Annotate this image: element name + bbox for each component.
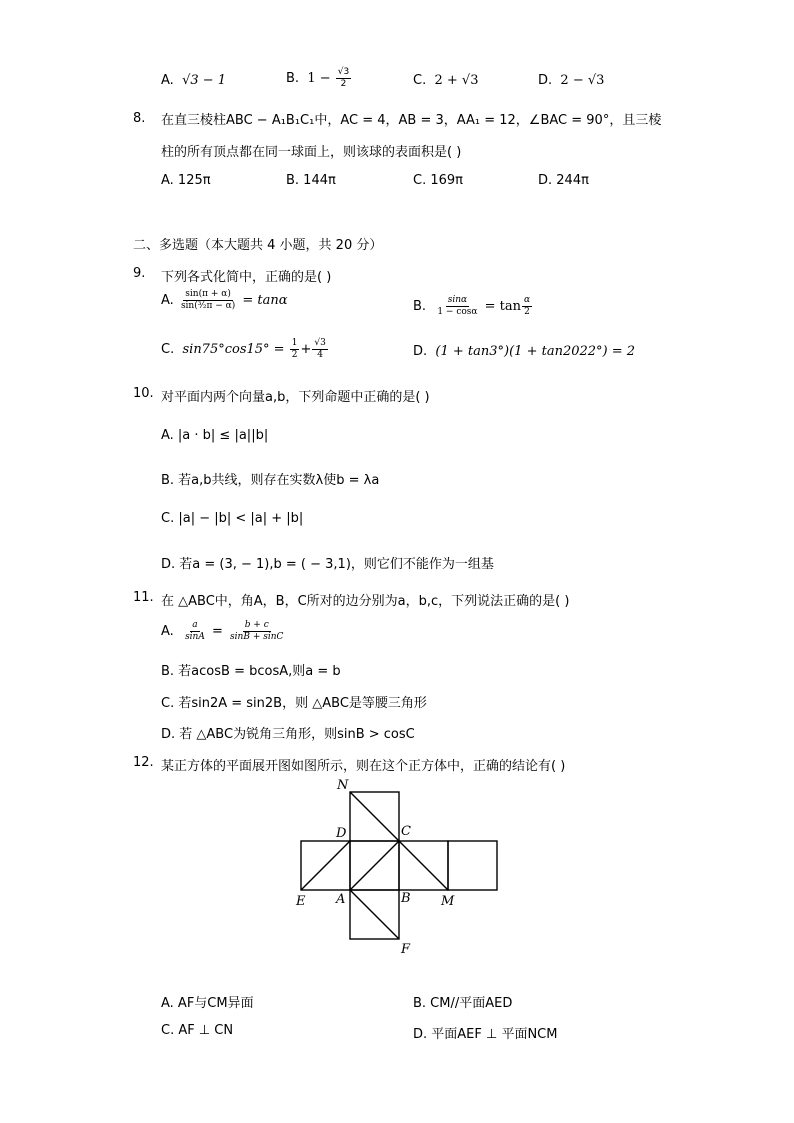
q11-option-d: D. 若 △ABC为锐角三角形，则sinB > cosC [161, 727, 415, 742]
q10-number: 10. [133, 386, 154, 401]
q9-number: 9. [133, 266, 146, 281]
q10-stem: 对平面内两个向量a,b，下列命题中正确的是( ) [161, 390, 430, 405]
q8-option-d: D. 244π [538, 173, 589, 188]
q9-option-c: C. sin75°cos15° = $\frac{1}{2}$ + $\frac{√3}{4}$ [161, 338, 326, 360]
section-heading: 二、多选题（本大题共 4 小题，共 20 分） [133, 238, 383, 253]
q11-number: 11. [133, 590, 154, 605]
q12-option-a: A. AF与CM异面 [161, 996, 254, 1011]
q7-option-a: A. √3 − 1 [161, 73, 227, 88]
q9-option-b: B. $\frac{\sin\alpha}{1 - \cos\alpha}$ = tan $\frac{\alpha}{2}$ [413, 295, 531, 317]
q12-option-d: D. 平面AEF ⊥ 平面NCM [413, 1027, 558, 1042]
q9-option-d: D. (1 + tan3°)(1 + tan2022°) = 2 [413, 344, 636, 359]
label-a: A [336, 892, 346, 907]
q12-option-c: C. AF ⊥ CN [161, 1023, 234, 1038]
q10-option-d: D. 若a = (3, − 1),b = ( − 3,1)，则它们不能作为一组基 [161, 557, 494, 572]
label-d: D [336, 826, 347, 841]
q8-option-a: A. 125π [161, 173, 211, 188]
label-f: F [401, 942, 411, 957]
q7-option-b: B. 1 − $\frac{√3}{2}$ [286, 67, 350, 89]
label-b: B [401, 891, 411, 906]
q7-option-d: D. 2 − √3 [538, 73, 605, 88]
q7-option-c: C. 2 + √3 [413, 73, 479, 88]
q8-stem-line2: 柱的所有顶点都在同一球面上，则该球的表面积是( ) [161, 145, 462, 160]
q12-number: 12. [133, 755, 154, 770]
cube-net-figure [290, 775, 510, 960]
q12-stem: 某正方体的平面展开图如图所示，则在这个正方体中，正确的结论有( ) [161, 759, 566, 774]
q8-option-b: B. 144π [286, 173, 336, 188]
q11-stem: 在 △ABC中，角A，B，C所对的边分别为a，b,c，下列说法正确的是( ) [161, 594, 570, 609]
label-n: N [337, 778, 349, 793]
label-e: E [296, 894, 306, 909]
q9-stem: 下列各式化简中，正确的是( ) [161, 270, 332, 285]
q9-option-a: A. $\frac{\sin(\pi + \alpha)}{\text{sin(³⁄₂π − α)}}$ = tanα [161, 289, 288, 311]
label-m: M [441, 894, 455, 909]
q10-option-c: C. |a| − |b| < |a| + |b| [161, 511, 304, 526]
q8-number: 8. [133, 111, 146, 126]
q10-option-b: B. 若a,b共线，则存在实数λ使b = λa [161, 473, 380, 488]
q11-option-b: B. 若acosB = bcosA,则a = b [161, 664, 341, 679]
label-c: C [401, 824, 411, 839]
q11-option-a: A. $\frac{a}{\sin A}$ = $\frac{b + c}{\sin B + \sin C}$ [161, 620, 284, 642]
q10-option-a: A. |a · b| ≤ |a||b| [161, 428, 269, 443]
q12-option-b: B. CM//平面AED [413, 996, 513, 1011]
q11-option-c: C. 若sin2A = sin2B，则 △ABC是等腰三角形 [161, 696, 427, 711]
q8-option-c: C. 169π [413, 173, 463, 188]
q8-stem-line1: 在直三棱柱ABC − A₁B₁C₁中，AC = 4，AB = 3，AA₁ = 12，∠BAC = 90°，且三棱 [161, 113, 662, 128]
